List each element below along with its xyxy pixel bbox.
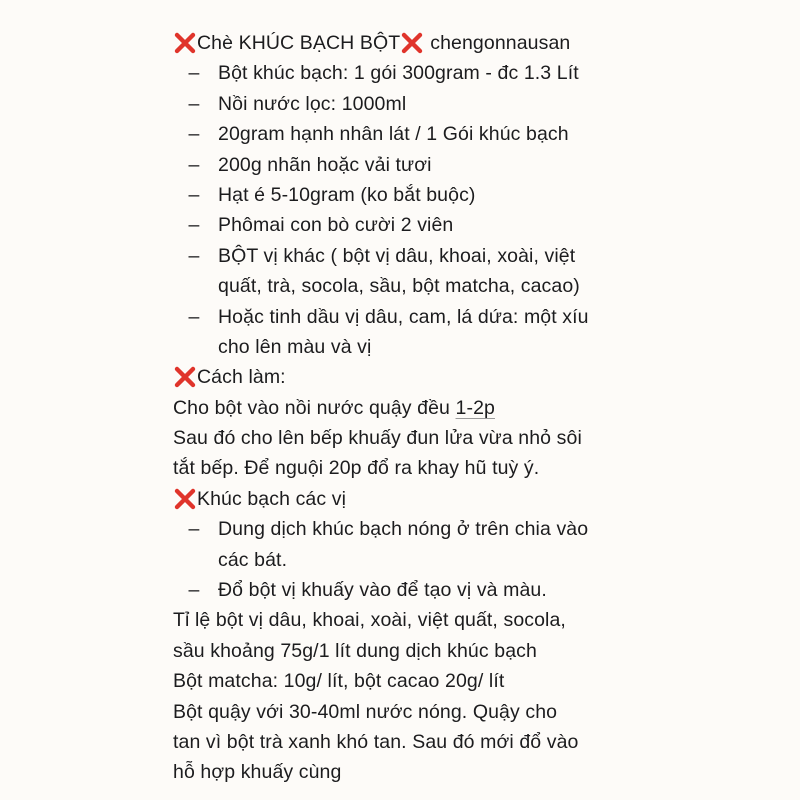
list-item-continuation: quất, trà, socola, sầu, bột matcha, cacao) — [218, 275, 580, 298]
list-item-continuation: cho lên màu và vị — [218, 335, 372, 358]
list-item — [173, 150, 773, 180]
list-item-text: 20gram hạnh nhân lát / 1 Gói khúc bạch — [218, 123, 569, 146]
cross-mark-icon — [173, 31, 197, 55]
note-line: Bột quậy với 30-40ml nước nóng. Quậy cho — [173, 700, 558, 723]
dash-bullet: – — [188, 153, 200, 176]
list-item — [173, 58, 773, 88]
list-item — [173, 241, 773, 271]
dash-bullet: – — [188, 244, 200, 267]
note-line: Bột matcha: 10g/ lít, bột cacao 20g/ lít — [173, 670, 505, 693]
note-line: hỗ hợp khuấy cùng — [173, 761, 342, 784]
list-item — [173, 302, 773, 332]
recipe-title — [173, 28, 773, 58]
title-suffix: chengonnausan — [430, 32, 571, 54]
note-line: Tỉ lệ bột vị dâu, khoai, xoài, việt quất, socola, — [173, 609, 566, 632]
flavors-heading-text: Khúc bạch các vị — [197, 487, 347, 510]
list-item-text: Hoặc tinh dầu vị dâu, cam, lá dứa: một xíu — [218, 305, 589, 328]
dash-bullet: – — [188, 214, 200, 237]
list-item-text: BỘT vị khác ( bột vị dâu, khoai, xoài, việt — [218, 244, 576, 267]
dash-bullet: – — [188, 183, 200, 206]
list-item — [173, 575, 773, 605]
flavors-heading — [173, 484, 773, 514]
list-item-text: Nồi nước lọc: 1000ml — [218, 92, 407, 115]
method-heading — [173, 362, 773, 392]
list-item-text: Đổ bột vị khuấy vào để tạo vị và màu. — [218, 579, 547, 602]
note-line: tan vì bột trà xanh khó tan. Sau đó mới đổ vào — [173, 730, 579, 753]
note-line: sầu khoảng 75g/1 lít dung dịch khúc bạch — [173, 639, 537, 662]
title-text: Chè KHÚC BẠCH BỘT — [197, 32, 401, 54]
dash-bullet: – — [188, 92, 200, 115]
method-line-text: Cho bột vào nồi nước quậy đều — [173, 396, 456, 419]
dash-bullet: – — [188, 518, 200, 541]
method-line — [173, 393, 773, 423]
list-item-continuation: các bát. — [218, 548, 288, 571]
list-item-text: 200g nhãn hoặc vải tươi — [218, 153, 432, 176]
method-line: Sau đó cho lên bếp khuấy đun lửa vừa nhỏ sôi — [173, 427, 582, 450]
method-line: tắt bếp. Để nguội 20p đổ ra khay hũ tuỳ ý. — [173, 457, 540, 480]
list-item-text: Hạt é 5-10gram (ko bắt buộc) — [218, 183, 476, 206]
time-link[interactable]: 1-2p — [455, 396, 495, 419]
list-item-text: Dung dịch khúc bạch nóng ở trên chia vào — [218, 518, 589, 541]
method-heading-text: Cách làm: — [197, 366, 286, 389]
cross-mark-icon — [400, 31, 424, 55]
cross-mark-icon — [173, 487, 197, 511]
list-item — [173, 210, 773, 240]
list-item-text: Phômai con bò cười 2 viên — [218, 214, 454, 237]
dash-bullet: – — [188, 579, 200, 602]
dash-bullet: – — [188, 62, 200, 85]
recipe-note — [173, 28, 773, 788]
list-item-text: Bột khúc bạch: 1 gói 300gram - đc 1.3 Lít — [218, 62, 579, 85]
dash-bullet: – — [188, 305, 200, 328]
dash-bullet: – — [188, 123, 200, 146]
list-item — [173, 89, 773, 119]
list-item — [173, 119, 773, 149]
list-item — [173, 180, 773, 210]
list-item — [173, 514, 773, 544]
cross-mark-icon — [173, 365, 197, 389]
